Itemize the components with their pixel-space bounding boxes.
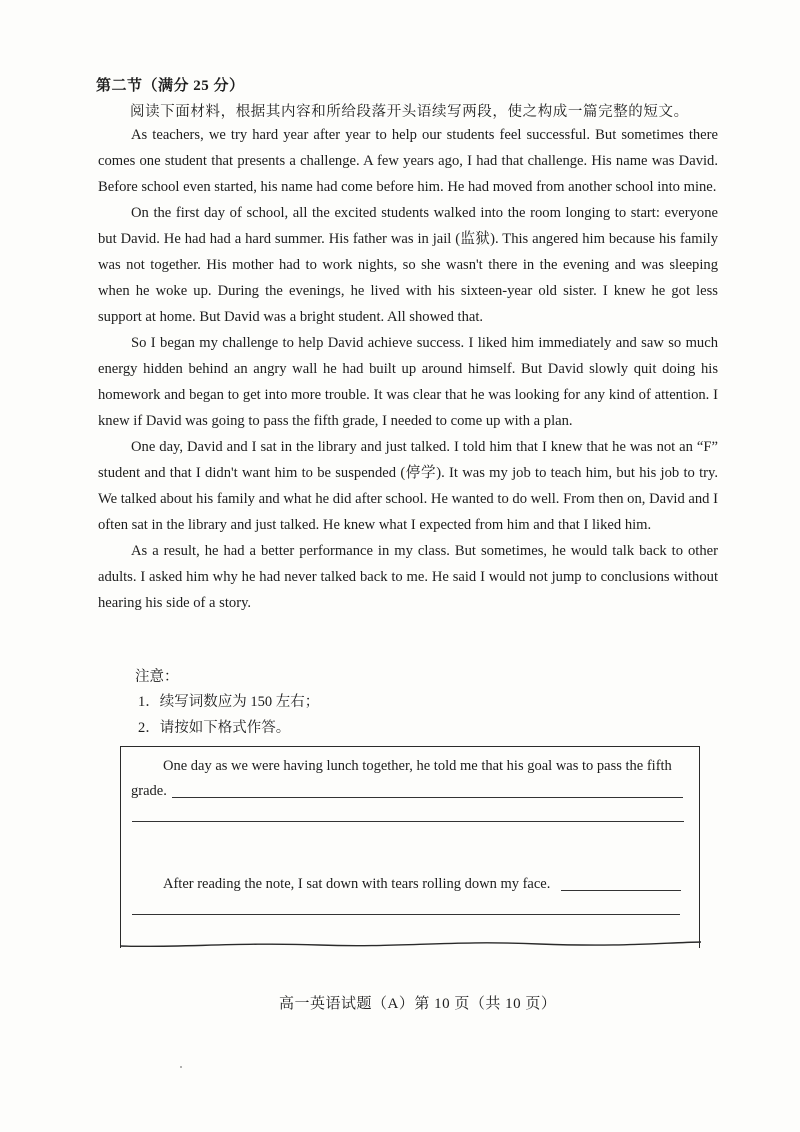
continuation-prompt-1-end: grade.	[131, 783, 167, 799]
answer-line[interactable]	[172, 797, 683, 798]
answer-box-wavy-bottom	[119, 932, 703, 954]
answer-box	[120, 746, 700, 948]
note-item-format: 2．请按如下格式作答。	[138, 720, 291, 736]
section-title: 第二节（满分 25 分）	[96, 78, 245, 94]
scan-speck	[180, 1066, 182, 1068]
reading-passage	[98, 122, 718, 616]
page-footer: 高一英语试题（A）第 10 页（共 10 页）	[279, 996, 557, 1012]
note-item-word-count: 1．续写词数应为 150 左右；	[138, 694, 320, 710]
passage-paragraph-3: So I began my challenge to help David achieve success. I liked him immediately and saw so much energy hidden behind an angry wall he had built up around himself. But David slowly quit doing his homework and began to get into more trouble. It was clear that he was looking for any kind of attention. I knew if David was going to pass the fifth grade, I needed to come up with a plan.	[98, 335, 718, 429]
answer-line[interactable]	[132, 821, 684, 822]
passage-paragraph-1: As teachers, we try hard year after year to help our students feel successful. But sometimes there comes one student that presents a challenge. A few years ago, I had that challenge. His name was David. Before school even started, his name had come before him. He had moved from another school into mine.	[98, 127, 718, 195]
passage-paragraph-4: One day, David and I sat in the library and just talked. I told him that I knew that he was not an “F” student and that I didn't want him to be suspended (停学). It was my job to teach him, but his job to try. We talked about his family and what he did after school. He wanted to do well. From then on, David and I often sat in the library and just talked. He knew what I expected from him and that I liked him.	[98, 439, 718, 533]
answer-line[interactable]	[132, 914, 680, 915]
answer-line[interactable]	[561, 890, 681, 891]
passage-paragraph-2: On the first day of school, all the excited students walked into the room longing to start: everyone but David. He had had a hard summer. His father was in jail (监狱). This angered him because his family was not together. His mother had to work nights, so she wasn't there in the evening and was sleeping when he woke up. During the evenings, he lived with his sixteen-year old sister. I knew he got less support at home. But David was a bright student. All showed that.	[98, 205, 718, 325]
continuation-prompt-1: One day as we were having lunch together, he told me that his goal was to pass the fifth	[163, 758, 672, 774]
passage-paragraph-5: As a result, he had a better performance in my class. But sometimes, he would talk back to other adults. I asked him why he had never talked back to me. He said I would not jump to conclusions without hearing his side of a story.	[98, 543, 718, 611]
continuation-prompt-2: After reading the note, I sat down with tears rolling down my face.	[163, 876, 551, 892]
notes-title: 注意：	[135, 669, 179, 685]
instruction-text: 阅读下面材料，根据其内容和所给段落开头语续写两段，使之构成一篇完整的短文。	[130, 104, 689, 120]
